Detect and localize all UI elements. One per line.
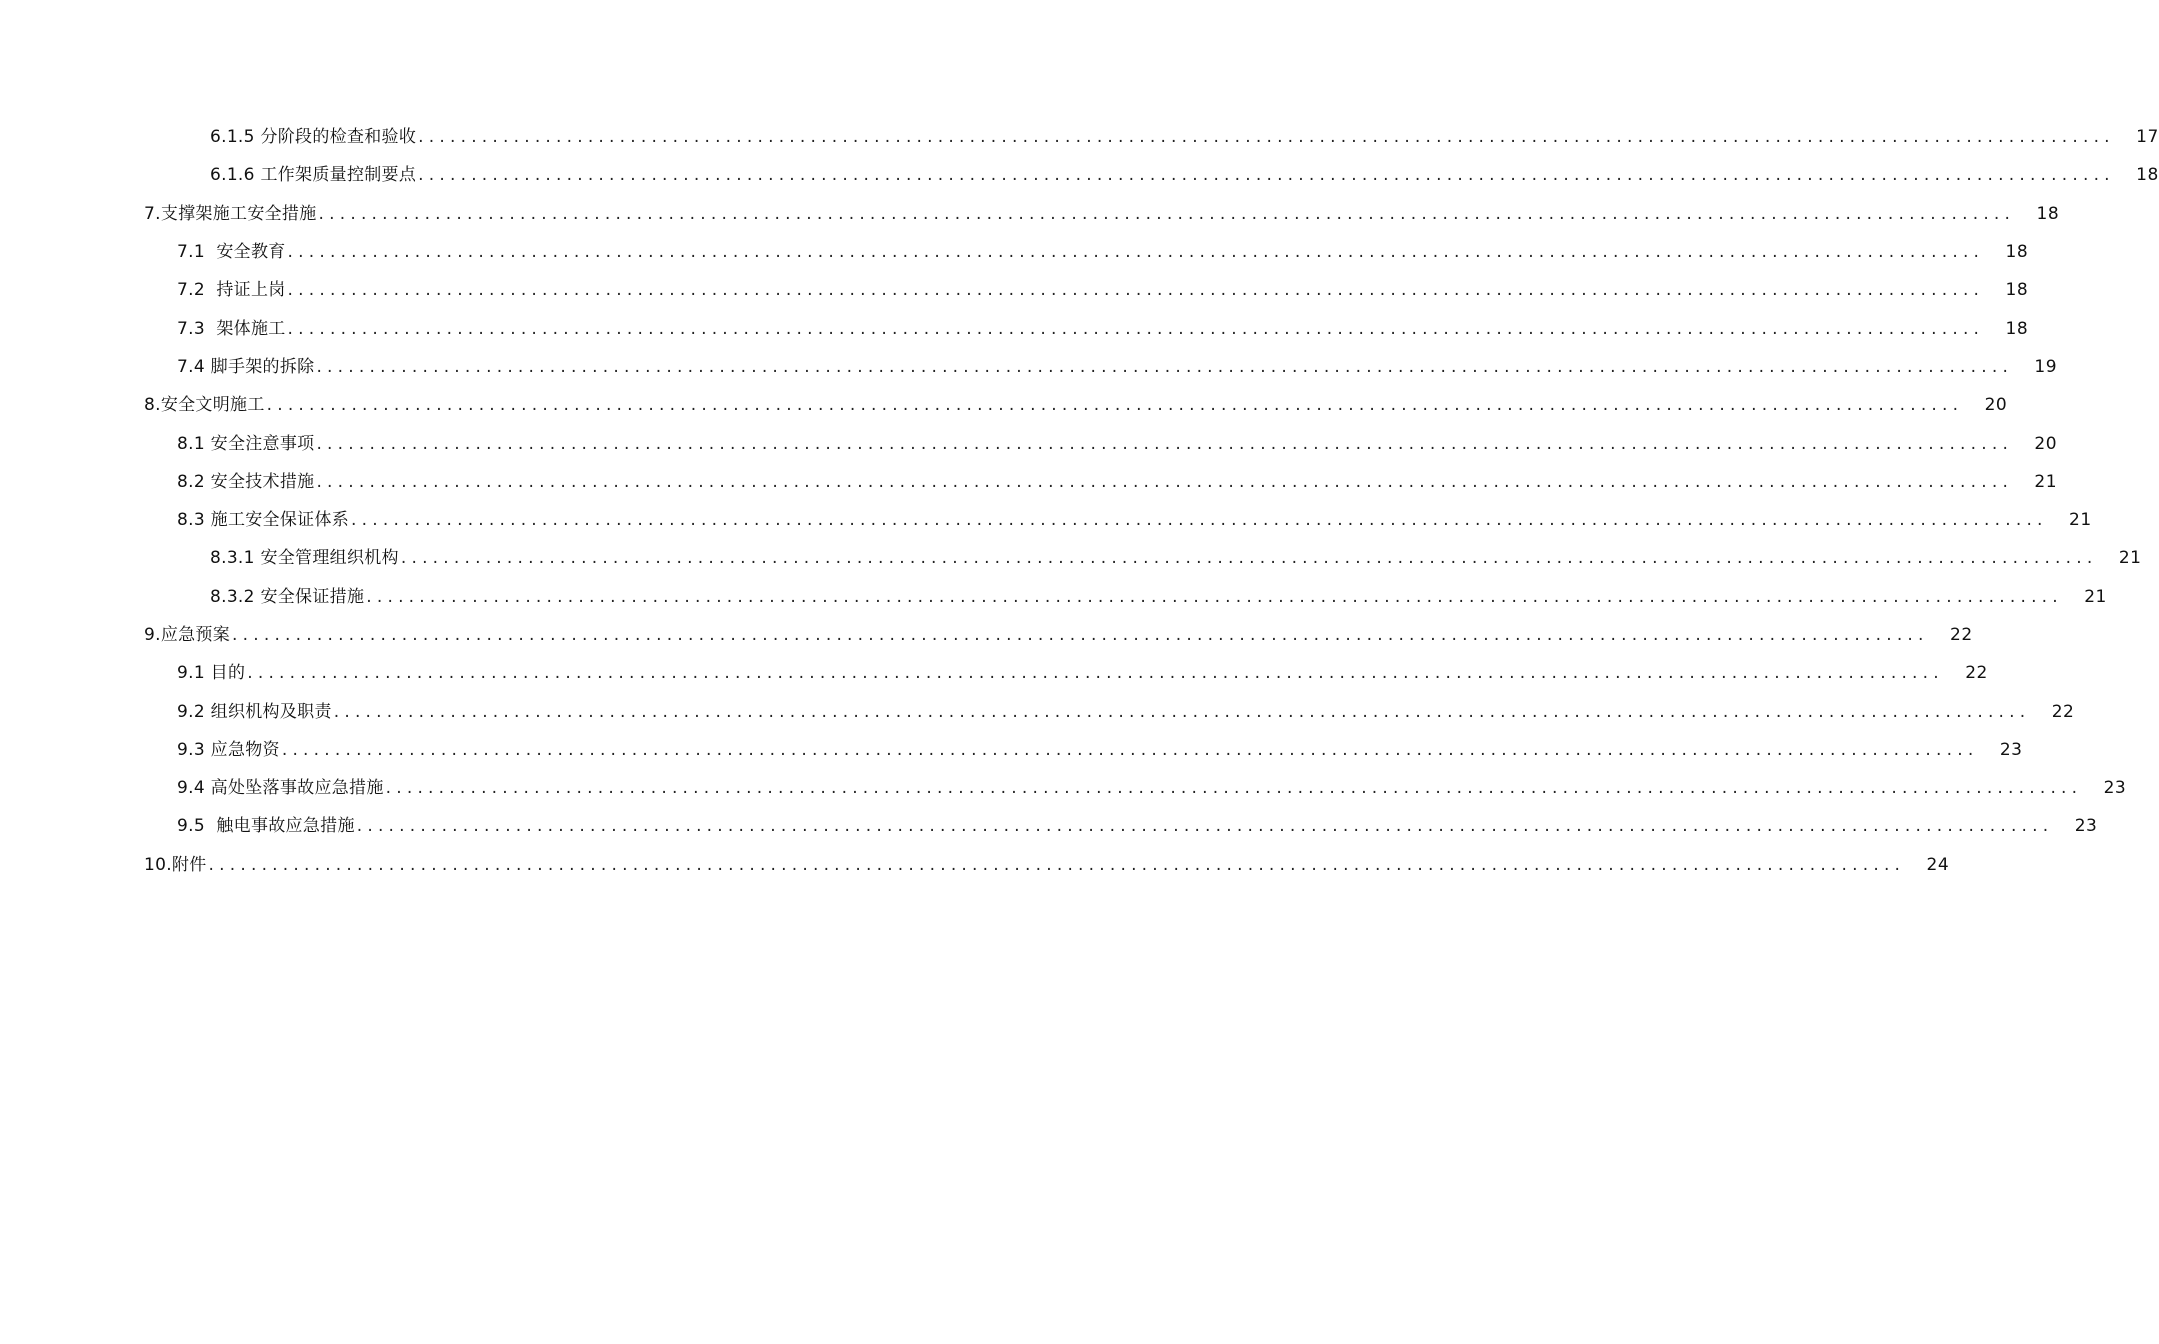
toc-dot-leader: ................................................................................................................................................................ — [356, 816, 2054, 837]
toc-entry-title: 8.3.2 安全保证措施 — [210, 586, 365, 607]
toc-dot-leader: ................................................................................................................................................................ — [208, 854, 1906, 875]
toc-entry[interactable] — [0, 769, 2127, 807]
toc-entry[interactable] — [0, 501, 2092, 539]
toc-entry-page: 23 — [2103, 778, 2127, 799]
toc-entry-title: 7.3 架体施工 — [177, 318, 286, 339]
toc-dot-leader: ................................................................................................................................................................ — [318, 203, 2016, 224]
toc-entry-page: 20 — [2034, 433, 2058, 454]
toc-entry[interactable] — [0, 846, 1950, 884]
toc-entry-page: 18 — [2136, 165, 2159, 186]
toc-entry[interactable] — [0, 271, 2029, 309]
toc-entry-title: 8.3 施工安全保证体系 — [177, 510, 350, 531]
toc-entry-page: 21 — [2034, 471, 2058, 492]
toc-entry-page: 18 — [2005, 242, 2029, 263]
toc-entry-title: 9.4 高处坠落事故应急措施 — [177, 778, 384, 799]
toc-entry[interactable] — [0, 348, 2058, 386]
toc-entry-page: 20 — [1984, 395, 2008, 416]
toc-entry[interactable] — [0, 156, 2159, 194]
toc-entry-page: 21 — [2084, 586, 2107, 607]
toc-entry[interactable] — [0, 731, 2023, 769]
toc-entry-page: 18 — [2036, 203, 2060, 224]
toc-entry[interactable] — [0, 424, 2058, 462]
toc-entry-title: 9.1 目的 — [177, 663, 246, 684]
toc-dot-leader: ................................................................................................................................................................ — [232, 625, 1929, 645]
toc-entry[interactable] — [0, 195, 2060, 233]
toc-dot-leader: ................................................................................................................................................................ — [316, 356, 2014, 377]
toc-entry[interactable] — [0, 118, 2159, 156]
toc-entry-page: 18 — [2005, 280, 2029, 301]
toc-entry-title: 7.2 持证上岗 — [177, 280, 286, 301]
toc-entry-page: 22 — [1965, 663, 1988, 684]
toc-dot-leader: ................................................................................................................................................................ — [287, 242, 1985, 263]
toc-entry[interactable] — [0, 654, 1988, 692]
toc-dot-leader: ................................................................................................................................................................ — [316, 471, 2014, 492]
toc-entry[interactable] — [0, 386, 2008, 424]
toc-entry-page: 18 — [2005, 318, 2029, 339]
toc-dot-leader: ................................................................................................................................................................ — [400, 548, 2098, 569]
toc-entry-title: 7.1 安全教育 — [177, 242, 286, 263]
toc-dot-leader: ................................................................................................................................................................ — [385, 778, 2083, 799]
table-of-contents — [0, 118, 2159, 884]
toc-dot-leader: ................................................................................................................................................................ — [351, 510, 2048, 531]
toc-dot-leader: ................................................................................................................................................................ — [333, 701, 2031, 722]
toc-entry-title: 7.4 脚手架的拆除 — [177, 356, 315, 377]
toc-entry-title: 9.应急预案 — [144, 625, 231, 645]
toc-entry[interactable] — [0, 692, 2075, 730]
toc-entry-title: 8.1 安全注意事项 — [177, 433, 315, 454]
toc-entry-page: 21 — [2069, 510, 2092, 531]
toc-dot-leader: ................................................................................................................................................................ — [287, 280, 1985, 301]
toc-entry-page: 19 — [2034, 356, 2058, 377]
toc-entry-title: 6.1.5 分阶段的检查和验收 — [210, 127, 417, 148]
toc-dot-leader: ................................................................................................................................................................ — [418, 165, 2115, 186]
toc-entry-page: 23 — [1999, 739, 2023, 760]
toc-dot-leader: ................................................................................................................................................................ — [418, 127, 2115, 148]
toc-entry-page: 22 — [2051, 701, 2075, 722]
toc-entry-title: 9.5 触电事故应急措施 — [177, 816, 355, 837]
toc-entry[interactable] — [0, 309, 2029, 347]
toc-entry[interactable] — [0, 233, 2029, 271]
toc-entry-page: 21 — [2118, 548, 2142, 569]
toc-entry-title: 9.3 应急物资 — [177, 739, 280, 760]
toc-entry[interactable] — [0, 807, 2098, 845]
toc-dot-leader: ................................................................................................................................................................ — [366, 586, 2063, 607]
toc-entry-title: 8.3.1 安全管理组织机构 — [210, 548, 399, 569]
toc-dot-leader: ................................................................................................................................................................ — [287, 318, 1985, 339]
toc-entry-page: 23 — [2074, 816, 2098, 837]
toc-entry-title: 9.2 组织机构及职责 — [177, 701, 332, 722]
toc-entry-page: 24 — [1926, 854, 1950, 875]
toc-entry[interactable] — [0, 539, 2142, 577]
toc-dot-leader: ................................................................................................................................................................ — [266, 395, 1964, 416]
toc-dot-leader: ................................................................................................................................................................ — [316, 433, 2014, 454]
toc-entry[interactable] — [0, 616, 1973, 654]
toc-entry-title: 10.附件 — [144, 854, 207, 875]
toc-entry-title: 7.支撑架施工安全措施 — [144, 203, 317, 224]
toc-entry-title: 8.2 安全技术措施 — [177, 471, 315, 492]
toc-entry-page: 17 — [2136, 127, 2159, 148]
toc-entry-title: 8.安全文明施工 — [144, 395, 265, 416]
toc-dot-leader: ................................................................................................................................................................ — [247, 663, 1944, 684]
toc-entry[interactable] — [0, 463, 2058, 501]
toc-dot-leader: ................................................................................................................................................................ — [281, 739, 1979, 760]
toc-entry[interactable] — [0, 578, 2107, 616]
toc-entry-page: 22 — [1950, 625, 1973, 645]
toc-entry-title: 6.1.6 工作架质量控制要点 — [210, 165, 417, 186]
